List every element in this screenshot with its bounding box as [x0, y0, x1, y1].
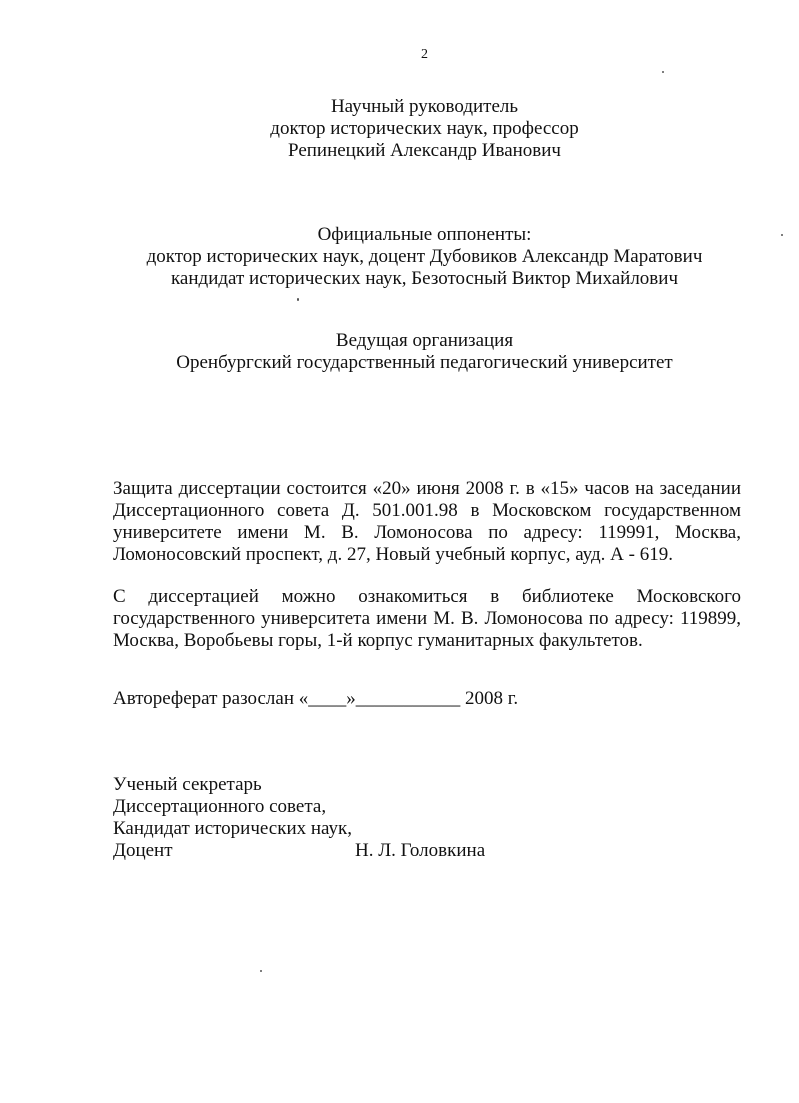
supervisor-heading: Научный руководитель: [330, 96, 519, 117]
scan-speck: [662, 71, 664, 73]
abstract-sent-suffix: 2008 г.: [460, 688, 519, 709]
opponents-block: [0, 224, 799, 290]
defense-paragraph: Защита диссертации состоится «20» июня 2008 г. в «15» часов на заседании Диссертационного совета Д. 501.001.98 в Московском государственном университете имени М. В. Ломоносова по адресу: 119991, Москва, Ломоносовский проспект, д. 27, Новый учебный корпус, ауд. А - 619.: [113, 478, 741, 565]
lead-organization-block: [0, 330, 799, 374]
lead-org-name: Оренбургский государственный педагогический университет: [176, 352, 673, 373]
scan-speck: [781, 234, 783, 236]
signature-line: [113, 840, 486, 862]
month-blank: ___________: [355, 688, 461, 709]
secretary-title: Доцент: [113, 840, 173, 861]
abstract-sent-line: [113, 688, 518, 710]
library-paragraph: С диссертацией можно ознакомиться в библиотеке Московского государственного университета имени М. В. Ломоносова по адресу: 119899, Москва, Воробьевы горы, 1-й корпус гуманитарных факультетов.: [113, 586, 741, 651]
secretary-line: Кандидат исторических наук,: [113, 818, 353, 839]
lead-org-heading: Ведущая организация: [335, 330, 514, 351]
secretary-block: [113, 774, 486, 862]
abstract-sent-middle: »: [346, 688, 356, 709]
opponents-heading: Официальные оппоненты:: [317, 224, 532, 245]
supervisor-degree: доктор исторических наук, профессор: [270, 118, 579, 139]
opponent-line: кандидат исторических наук, Безотосный Виктор Михайлович: [170, 268, 679, 289]
abstract-sent-prefix: Автореферат разослан «: [113, 688, 309, 709]
secretary-name: Н. Л. Головкина: [355, 840, 486, 861]
opponent-line: доктор исторических наук, доцент Дубовиков Александр Маратович: [146, 246, 703, 267]
day-blank: ____: [308, 688, 347, 709]
secretary-line: Ученый секретарь: [113, 774, 262, 795]
scan-speck: [297, 298, 299, 301]
scan-speck: [260, 970, 262, 972]
supervisor-name: Репинецкий Александр Иванович: [288, 140, 561, 161]
secretary-line: Диссертационного совета,: [113, 796, 327, 817]
page-number: 2: [421, 47, 428, 62]
supervisor-block: [0, 96, 799, 162]
